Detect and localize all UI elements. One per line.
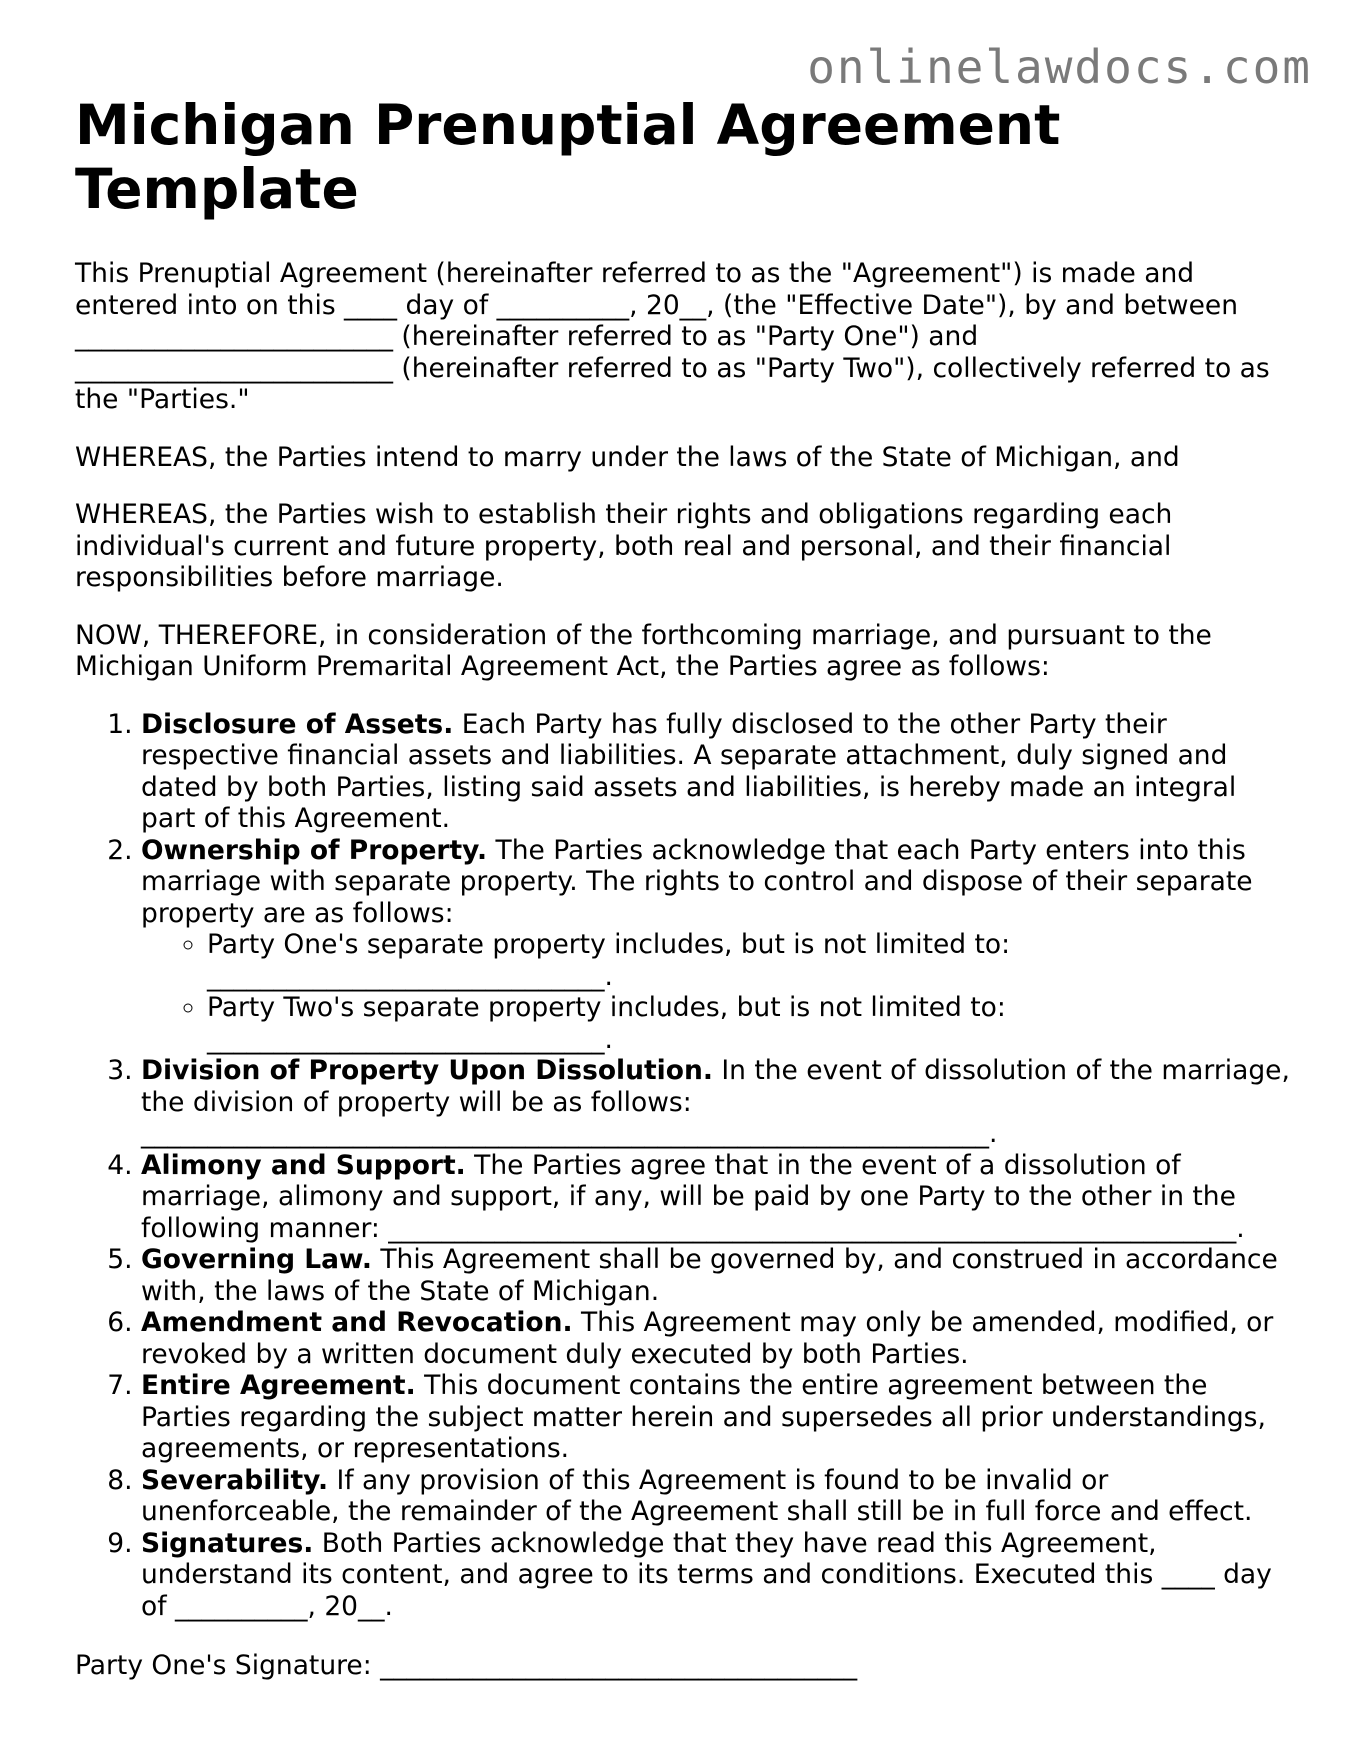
clause-text: The Parties agree that in the event of a dissolution of marriage, alimony and support, if any, will be paid by one Party to the other in the following manner: ________________________________________________________________. — [141, 1149, 1245, 1244]
clause-entire-agreement — [141, 1370, 1290, 1465]
party-one-signature-line: Party One's Signature: ____________________________________ — [75, 1650, 858, 1681]
clause-division-of-property — [141, 1055, 1290, 1150]
clause-text: This Agreement may only be amended, modified, or revoked by a written document duly executed by both Parties. — [141, 1307, 1274, 1370]
document-body — [75, 258, 1290, 1708]
clause-heading: Governing Law. — [141, 1244, 372, 1275]
watermark: onlinelawdocs.com — [807, 40, 1312, 94]
clause-text: The Parties acknowledge that each Party enters into this marriage with separate property. The rights to control and dispose of their separate property are as follows: — [141, 834, 1253, 929]
clause-heading: Ownership of Property. — [141, 834, 488, 866]
clause-heading: Severability. — [141, 1464, 329, 1496]
party-one-property-item: ◦ Party One's separate property includes, but is not limited to: ______________________________. — [207, 929, 1290, 992]
clause-text: In the event of dissolution of the marriage, the division of property will be as follows: ________________________________________________________________. — [141, 1055, 1290, 1149]
clause-severability — [141, 1465, 1290, 1528]
clause-heading: Entire Agreement. — [141, 1370, 416, 1401]
clause-disclosure-of-assets — [141, 709, 1290, 835]
clause-heading: Alimony and Support. — [141, 1149, 466, 1181]
whereas-paragraph-1: WHEREAS, the Parties intend to marry under the laws of the State of Michigan, and — [75, 441, 1180, 473]
clause-text: This document contains the entire agreement between the Parties regarding the subject matter herein and supersedes all prior understandings, agreements, or representations. — [141, 1370, 1266, 1464]
party-two-property-item: ◦ Party Two's separate property includes, but is not limited to: ______________________________. — [207, 992, 1290, 1055]
clause-amendment-and-revocation — [141, 1307, 1290, 1370]
clause-heading: Amendment and Revocation. — [141, 1307, 573, 1338]
clause-heading: Signatures. — [141, 1527, 314, 1559]
clause-governing-law — [141, 1244, 1290, 1307]
clause-alimony-and-support — [141, 1150, 1290, 1245]
separate-property-list — [141, 929, 1290, 1055]
clause-signatures — [141, 1528, 1290, 1623]
clause-heading: Division of Property Upon Dissolution. — [141, 1055, 713, 1086]
now-therefore-paragraph: NOW, THEREFORE, in consideration of the forthcoming marriage, and pursuant to the Michigan Uniform Premarital Agreement Act, the Parties agree as follows: — [75, 619, 1212, 682]
page-title: Michigan Prenuptial Agreement Template — [75, 93, 1061, 221]
clause-ownership-of-property — [141, 835, 1290, 1056]
clause-heading: Disclosure of Assets. — [141, 708, 454, 740]
whereas-paragraph-2: WHEREAS, the Parties wish to establish their rights and obligations regarding each individual's current and future property, both real and personal, and their financial responsibilities before marriage. — [75, 499, 1173, 593]
clause-text: Each Party has fully disclosed to the other Party their respective financial assets and liabilities. A separate attachment, duly signed and dated by both Parties, listing said assets and liabilities, is hereby made an integral part of this Agreement. — [141, 708, 1237, 834]
clause-text: Both Parties acknowledge that they have read this Agreement, understand its content, and agree to its terms and conditions. Executed this ____ day of __________, 20__. — [141, 1527, 1272, 1622]
intro-paragraph: This Prenuptial Agreement (hereinafter referred to as the "Agreement") is made and entered into on this ____ day of __________, 20__, (the "Effective Date"), by and between ________________________ (hereinafter referred to as "Party One") and ________________________ (hereinafter referred to as "Party Two"), collectively referred to as the "Parties." — [75, 258, 1270, 415]
clause-text: This Agreement shall be governed by, and construed in accordance with, the laws of the State of Michigan. — [141, 1244, 1278, 1307]
clauses-list — [75, 709, 1290, 1623]
clause-text: If any provision of this Agreement is found to be invalid or unenforceable, the remainder of the Agreement shall still be in full force and effect. — [141, 1464, 1253, 1527]
